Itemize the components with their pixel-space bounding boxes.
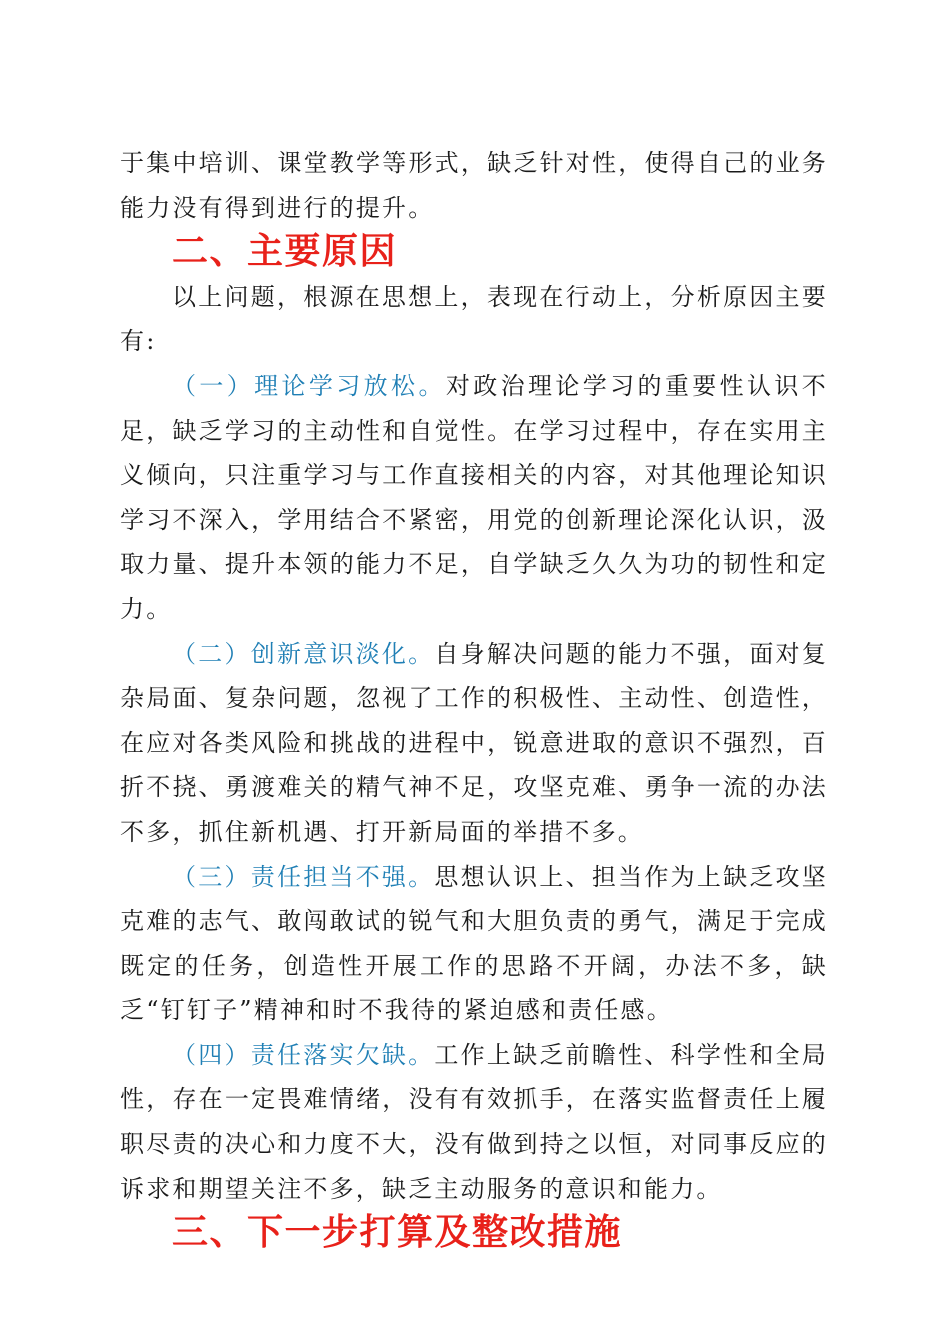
reason-body-4: 工作上缺乏前瞻性、科学性和全局性，存在一定畏难情绪，没有有效抓手，在落实监督责任上履职尽责的决心和力度不大，没有做到持之以恒，对同事反应的诉求和期望关注不多，缺乏主动服务的意识和能力。 (120, 1040, 829, 1203)
reason-title-3: （三）责任担当不强。 (172, 862, 435, 891)
reason-body-1: 对政治理论学习的重要性认识不足，缺乏学习的主动性和自觉性。在学习过程中，存在实用主义倾向，只注重学习与工作直接相关的内容，对其他理论知识学习不深入，学用结合不紧密，用党的创新理论深化认识，汲取力量、提升本领的能力不足，自学缺乏久久为功的韧性和定力。 (120, 371, 828, 623)
section-heading-next-steps: 三、下一步打算及整改措施 (172, 1212, 623, 1254)
document-body (120, 141, 828, 1256)
reason-title-2: （二）创新意识淡化。 (172, 639, 435, 668)
reason-title-1: （一）理论学习放松。 (172, 371, 446, 400)
reason-paragraph-1 (120, 364, 828, 632)
reason-title-4: （四）责任落实欠缺。 (172, 1040, 435, 1069)
reason-body-3: 思想认识上、担当作为上缺乏攻坚克难的志气、敢闯敢试的锐气和大胆负责的勇气，满足于完成既定的任务，创造性开展工作的思路不开阔，办法不多，缺乏“钉钉子”精神和时不我待的紧迫感和责任感。 (120, 862, 829, 1025)
continuation-paragraph: 于集中培训、课堂教学等形式，缺乏针对性，使得自己的业务能力没有得到进行的提升。 (120, 149, 828, 222)
reason-body-2: 自身解决问题的能力不强，面对复杂局面、复杂问题，忽视了工作的积极性、主动性、创造性，在应对各类风险和挑战的进程中，锐意进取的意识不强烈，百折不挠、勇渡难关的精气神不足，攻坚克难、勇争一流的办法不多，抓住新机遇、打开新局面的举措不多。 (120, 639, 829, 846)
reason-paragraph-2 (120, 632, 828, 855)
reason-paragraph-3 (120, 855, 828, 1033)
section-heading-reasons: 二、主要原因 (172, 231, 398, 273)
reasons-intro-paragraph: 以上问题，根源在思想上，表现在行动上，分析原因主要有: (120, 282, 828, 356)
reason-paragraph-4 (120, 1033, 828, 1211)
